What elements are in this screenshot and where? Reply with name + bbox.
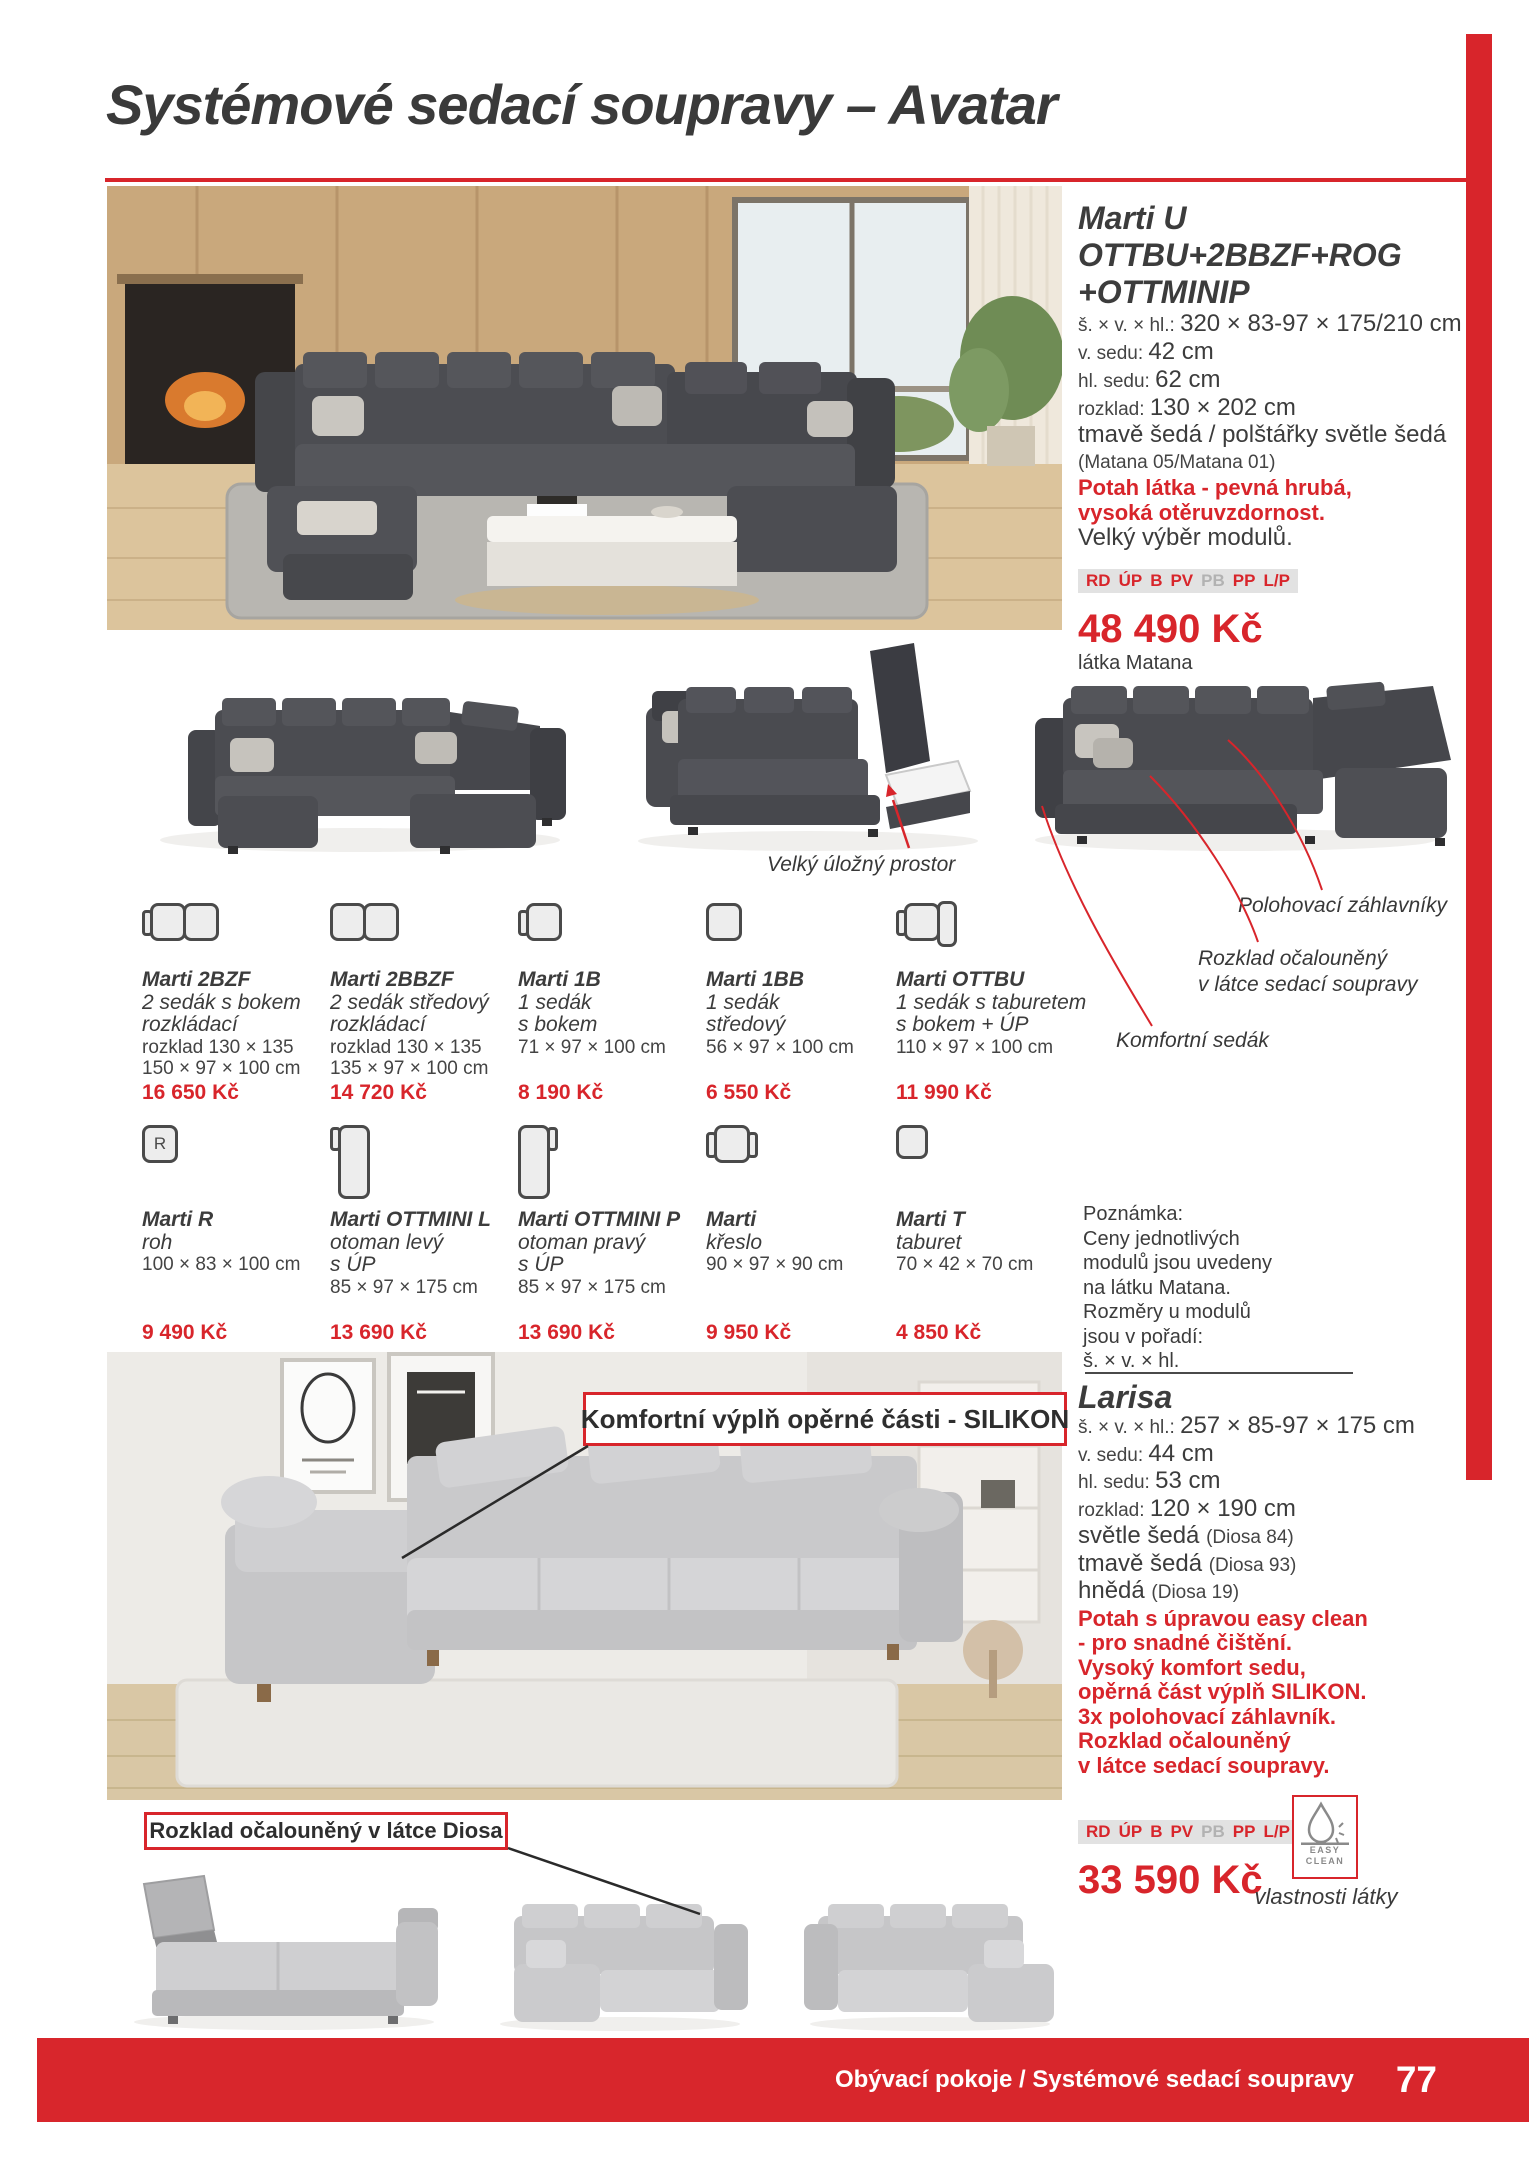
module-dims: 90 × 97 × 90 cm <box>706 1254 844 1275</box>
module-ottoman-left-icon <box>330 1125 512 1199</box>
highlight-line: Vysoký komfort sedu, <box>1078 1654 1306 1680</box>
badge: PV <box>1170 1822 1194 1841</box>
module-name: Marti <box>706 1208 757 1231</box>
module-name: Marti R <box>142 1208 214 1231</box>
module-name: Marti T <box>896 1208 965 1231</box>
color-option: hnědá (Diosa 19) <box>1078 1577 1240 1604</box>
badge: PP <box>1232 571 1256 590</box>
spec-row: š. × v. × hl.: 320 × 83-97 × 175/210 cm <box>1078 310 1462 337</box>
module-card <box>896 1125 1078 1345</box>
module-desc: 2 sedák středový <box>330 990 489 1014</box>
badge-muted: PB <box>1201 1822 1225 1841</box>
module-corner-icon: R <box>142 1125 324 1163</box>
module-desc: otoman levý <box>330 1230 444 1254</box>
highlight-line: vysoká otěruvzdornost. <box>1078 499 1325 525</box>
module-price: 9 490 Kč <box>142 1321 228 1344</box>
module-card <box>896 903 1087 1105</box>
module-name: Marti 2BBZF <box>330 968 454 991</box>
note-divider <box>1085 1372 1353 1374</box>
module-price: 13 690 Kč <box>518 1321 615 1344</box>
badge: PP <box>1232 1822 1256 1841</box>
badge: RD <box>1086 1822 1111 1841</box>
module-desc: otoman pravý <box>518 1230 646 1254</box>
badge: PV <box>1170 571 1194 590</box>
module-dims: rozklad 130 × 135 <box>330 1036 482 1058</box>
module-name: Marti 2BZF <box>142 968 251 991</box>
module-dims: 85 × 97 × 175 cm <box>330 1276 478 1298</box>
page-title: Systémové sedací soupravy – Avatar <box>106 73 1057 136</box>
module-desc: s bokem + ÚP <box>896 1013 1029 1036</box>
spec-row: rozklad: 120 × 190 cm <box>1078 1494 1296 1522</box>
annotation-headrests: Polohovací záhlavníky <box>1238 894 1447 917</box>
spec-row: hl. sedu: 53 cm <box>1078 1467 1221 1494</box>
badge-muted: PB <box>1201 571 1225 590</box>
module-seat-tabouret-icon <box>896 903 1078 947</box>
module-desc: s ÚP <box>518 1253 564 1276</box>
title-rule <box>105 178 1466 182</box>
module-dims: 110 × 97 × 100 cm <box>896 1036 1054 1058</box>
badge: B <box>1150 1822 1163 1841</box>
color-option: tmavě šedá (Diosa 93) <box>1078 1549 1297 1577</box>
module-dims: 70 × 42 × 70 cm <box>896 1254 1034 1275</box>
module-desc: 1 sedák <box>518 990 592 1014</box>
price-note: látka Matana <box>1078 652 1193 674</box>
badge: L/P <box>1263 571 1290 590</box>
spec-row: rozklad: 130 × 202 cm <box>1078 394 1296 421</box>
badge: ÚP <box>1118 1822 1143 1841</box>
highlight-line: Rozklad očalouněný <box>1078 1728 1291 1753</box>
module-name: Marti OTTMINI L <box>330 1208 491 1231</box>
module-price: 9 950 Kč <box>706 1321 792 1344</box>
module-price: 4 850 Kč <box>896 1321 982 1344</box>
badge: B <box>1150 571 1163 590</box>
highlight-line: v látce sedací soupravy. <box>1078 1752 1330 1778</box>
module-price: 8 190 Kč <box>518 1081 604 1104</box>
module-dims: 85 × 97 × 175 cm <box>518 1276 666 1298</box>
module-desc: s ÚP <box>330 1253 376 1276</box>
module-tabouret-icon <box>896 1125 1078 1159</box>
highlight-line: - pro snadné čištění. <box>1078 1630 1292 1655</box>
module-seat-with-arm-icon <box>518 903 700 941</box>
callout-diosa: Rozklad očalouněný v látce Diosa <box>144 1812 508 1850</box>
module-dims: 71 × 97 × 100 cm <box>518 1036 666 1058</box>
chaise-sofa-photo-right <box>788 1880 1073 2035</box>
color-code: (Matana 05/Matana 01) <box>1078 451 1276 473</box>
module-dims: 56 × 97 × 100 cm <box>706 1036 854 1058</box>
price: 33 590 Kč <box>1078 1858 1263 1902</box>
module-dims: 135 × 97 × 100 cm <box>330 1058 489 1079</box>
feature-badges <box>1078 569 1298 593</box>
module-name: Marti 1BB <box>706 968 805 991</box>
badge: ÚP <box>1118 571 1143 590</box>
module-name: Marti OTTBU <box>896 968 1025 991</box>
feature-badges <box>1078 1820 1298 1844</box>
module-card <box>330 1125 512 1345</box>
spec-row: hl. sedu: 62 cm <box>1078 366 1221 393</box>
module-card <box>142 1125 324 1345</box>
badge: RD <box>1086 571 1111 590</box>
module-card <box>706 903 888 1105</box>
module-price: 16 650 Kč <box>142 1081 239 1104</box>
annotation-storage: Velký úložný prostor <box>767 853 956 876</box>
spec-row: v. sedu: 42 cm <box>1078 338 1214 365</box>
easy-clean-caption: vlastnosti látky <box>1254 1884 1398 1909</box>
open-storage-lid <box>870 643 930 773</box>
module-single-seat-icon <box>706 903 888 941</box>
price: 48 490 Kč <box>1078 607 1263 651</box>
product-name: OTTBU+2BBZF+ROG <box>1078 237 1402 273</box>
module-desc: rozkládací <box>142 1013 238 1036</box>
color-option: světle šedá (Diosa 84) <box>1078 1522 1294 1549</box>
footer-bar <box>37 2038 1529 2122</box>
module-desc: 2 sedák s bokem <box>142 990 301 1014</box>
extra-line: Velký výběr modulů. <box>1078 524 1293 551</box>
spec-row: š. × v. × hl.: 257 × 85-97 × 175 cm <box>1078 1412 1415 1439</box>
module-card <box>518 1125 700 1345</box>
chaise-sofa-photo <box>478 1880 763 2035</box>
product-larisa-info <box>1078 1380 1476 1903</box>
module-desc: taburet <box>896 1230 962 1254</box>
fold-out-bed-photo <box>108 1872 460 2034</box>
spec-row: v. sedu: 44 cm <box>1078 1439 1214 1467</box>
highlight-line: 3x polohovací záhlavník. <box>1078 1703 1336 1729</box>
water-drop-icon <box>1299 1801 1351 1845</box>
highlight-line: Potah látka - pevná hrubá, <box>1078 475 1352 500</box>
color-line: tmavě šedá / polštářky světle šedá <box>1078 421 1447 448</box>
module-two-seats-icon <box>330 903 512 941</box>
annotation-seat: Komfortní sedák <box>1116 1029 1269 1052</box>
module-price: 11 990 Kč <box>896 1081 992 1104</box>
product-name: +OTTMINIP <box>1078 274 1250 310</box>
product-name: Marti U <box>1078 200 1187 236</box>
module-desc: křeslo <box>706 1230 763 1254</box>
product-name: Larisa <box>1078 1379 1173 1415</box>
module-dims: 100 × 83 × 100 cm <box>142 1254 301 1275</box>
module-card <box>706 1125 888 1345</box>
headrest-sofa-photo <box>1005 640 1463 858</box>
note-block: Poznámka: Ceny jednotlivých modulů jsou uvedeny na látku Matana. Rozměry u modulů jsou v pořadí: š. × v. × hl. <box>1083 1202 1373 1374</box>
module-desc: roh <box>142 1230 173 1254</box>
module-card <box>518 903 700 1105</box>
module-card <box>142 903 324 1105</box>
easy-clean-badge: EASY CLEAN <box>1292 1795 1358 1879</box>
annotation-fold-1: Rozklad očalouněný <box>1198 947 1388 970</box>
product-marti-info <box>1078 200 1476 675</box>
module-desc: středový <box>706 1013 786 1036</box>
module-price: 6 550 Kč <box>706 1081 792 1104</box>
module-dims: 150 × 97 × 100 cm <box>142 1058 301 1079</box>
module-card <box>330 903 512 1105</box>
module-seat-with-arm-fold-icon <box>142 903 324 941</box>
note-title: Poznámka: <box>1083 1203 1184 1225</box>
module-price: 13 690 Kč <box>330 1321 427 1344</box>
highlight-line: opěrná část výplň SILIKON. <box>1078 1679 1367 1704</box>
callout-silikon: Komfortní výplň opěrné části - SILIKON <box>583 1392 1067 1446</box>
module-name: Marti 1B <box>518 968 601 991</box>
module-desc: 1 sedák s taburetem <box>896 990 1087 1014</box>
module-desc: 1 sedák <box>706 990 780 1014</box>
highlight-line: Potah s úpravou easy clean <box>1078 1605 1368 1631</box>
annotation-fold-2: v látce sedací soupravy <box>1198 973 1418 996</box>
corner-sofa-photo <box>110 648 600 858</box>
module-name: Marti OTTMINI P <box>518 1208 681 1231</box>
storage-sofa-photo <box>618 633 1003 861</box>
module-desc: s bokem <box>518 1013 598 1036</box>
badge: L/P <box>1263 1822 1290 1841</box>
module-dims: rozklad 130 × 135 <box>142 1036 294 1058</box>
module-armchair-icon <box>706 1125 888 1163</box>
module-price: 14 720 Kč <box>330 1081 427 1104</box>
page-number: 77 <box>1395 2059 1437 2100</box>
module-desc: rozkládací <box>330 1013 426 1036</box>
hero-photo <box>107 186 1062 630</box>
module-ottoman-right-icon <box>518 1125 700 1199</box>
breadcrumb: Obývací pokoje / Systémové sedací soupravy <box>834 2066 1354 2093</box>
